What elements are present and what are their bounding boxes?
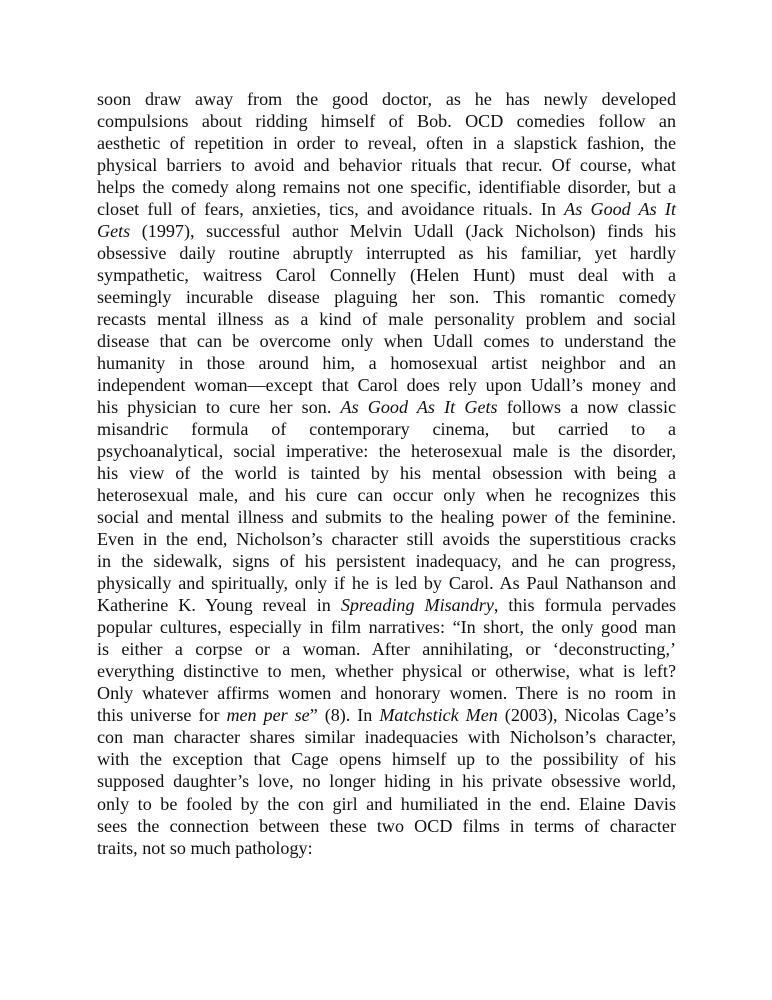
text-line [97, 506, 676, 528]
text-line [97, 748, 676, 770]
text-run: follows a now classic [497, 397, 676, 418]
text-run: Katherine K. Young reveal in [97, 595, 341, 616]
text-line [97, 682, 676, 704]
text-run: only to be fooled by the con girl and humiliated in the end. Elaine Davis [97, 793, 676, 814]
italic-title-text: Matchstick Men [379, 705, 498, 726]
italic-title-text: Gets [97, 221, 131, 242]
text-run: , this formula pervades [493, 595, 677, 616]
text-run: sympathetic, waitress Carol Connelly (Helen Hunt) must deal with a [97, 265, 676, 286]
text-run: is either a corpse or a woman. After annihilating, or ‘deconstructing,’ [97, 639, 676, 660]
text-run: this universe for [97, 705, 227, 726]
text-run: popular cultures, especially in film narratives: “In short, the only good man [97, 617, 676, 638]
text-line [97, 660, 676, 682]
text-line [97, 242, 676, 264]
text-line [97, 462, 676, 484]
text-run: compulsions about ridding himself of Bob. OCD comedies follow an [97, 111, 676, 132]
text-line [97, 704, 676, 726]
body-paragraph [97, 88, 676, 859]
text-run: physically and spiritually, only if he is led by Carol. As Paul Nathanson and [97, 573, 676, 594]
text-run: independent woman—except that Carol does rely upon Udall’s money and [97, 375, 676, 396]
text-line [97, 110, 676, 132]
text-run: helps the comedy along remains not one specific, identifiable disorder, but a [97, 177, 676, 198]
italic-title-text: Spreading Misandry [340, 595, 494, 616]
text-run: with the exception that Cage opens himself up to the possibility of his [97, 749, 676, 770]
italic-title-text: As Good As It [564, 199, 676, 220]
text-line [97, 154, 676, 176]
text-line [97, 484, 676, 506]
text-run: Even in the end, Nicholson’s character still avoids the superstitious cracks [97, 529, 676, 550]
text-line [97, 550, 676, 572]
text-line [97, 330, 676, 352]
text-line [97, 837, 676, 859]
text-line [97, 770, 676, 792]
text-line [97, 726, 676, 748]
text-line [97, 815, 676, 837]
text-line [97, 308, 676, 330]
text-line [97, 418, 676, 440]
text-run: humanity in those around him, a homosexual artist neighbor and an [97, 353, 676, 374]
text-line [97, 793, 676, 815]
text-line [97, 616, 676, 638]
text-run: his view of the world is tainted by his mental obsession with being a [97, 463, 676, 484]
text-run: (1997), successful author Melvin Udall (Jack Nicholson) finds his [130, 221, 676, 242]
text-run: Only whatever affirms women and honorary women. There is no room in [97, 683, 676, 704]
page-body [97, 88, 676, 859]
text-run: sees the connection between these two OCD films in terms of character [97, 815, 676, 836]
text-line [97, 88, 676, 110]
text-line [97, 132, 676, 154]
text-run: obsessive daily routine abruptly interrupted as his familiar, yet hardly [97, 243, 676, 264]
text-run: closet full of fears, anxieties, tics, and avoidance rituals. In [97, 199, 565, 220]
text-run: misandric formula of contemporary cinema, but carried to a [97, 419, 676, 440]
text-line [97, 198, 676, 220]
text-line [97, 638, 676, 660]
text-run: his physician to cure her son. [97, 397, 341, 418]
text-line [97, 220, 676, 242]
text-run: soon draw away from the good doctor, as he has newly developed [97, 89, 676, 109]
text-line [97, 396, 676, 418]
text-line [97, 264, 676, 286]
text-line [97, 572, 676, 594]
text-line [97, 286, 676, 308]
text-line [97, 176, 676, 198]
text-run: recasts mental illness as a kind of male personality problem and social [97, 309, 676, 330]
italic-title-text: As Good As It Gets [340, 397, 498, 418]
text-run: seemingly incurable disease plaguing her son. This romantic comedy [97, 287, 676, 308]
text-run: social and mental illness and submits to the healing power of the feminine. [97, 507, 676, 528]
text-line [97, 374, 676, 396]
text-run: psychoanalytical, social imperative: the heterosexual male is the disorder, [97, 441, 676, 462]
text-line [97, 594, 676, 616]
text-run: con man character shares similar inadequacies with Nicholson’s character, [97, 727, 676, 748]
text-line [97, 528, 676, 550]
text-run: physical barriers to avoid and behavior rituals that recur. Of course, what [97, 155, 676, 176]
text-run: everything distinctive to men, whether physical or otherwise, what is left? [97, 661, 676, 682]
text-run: in the sidewalk, signs of his persistent inadequacy, and he can progress, [97, 551, 676, 572]
text-run: ” (8). In [309, 705, 380, 726]
text-run: traits, not so much pathology: [97, 837, 313, 858]
text-run: aesthetic of repetition in order to reveal, often in a slapstick fashion, the [97, 133, 676, 154]
text-line [97, 440, 676, 462]
text-run: (2003), Nicolas Cage’s [497, 705, 676, 726]
text-line [97, 352, 676, 374]
italic-title-text: men per se [226, 705, 310, 726]
text-run: supposed daughter’s love, no longer hiding in his private obsessive world, [97, 771, 676, 792]
text-run: heterosexual male, and his cure can occur only when he recognizes this [97, 485, 676, 506]
text-run: disease that can be overcome only when Udall comes to understand the [97, 331, 676, 352]
